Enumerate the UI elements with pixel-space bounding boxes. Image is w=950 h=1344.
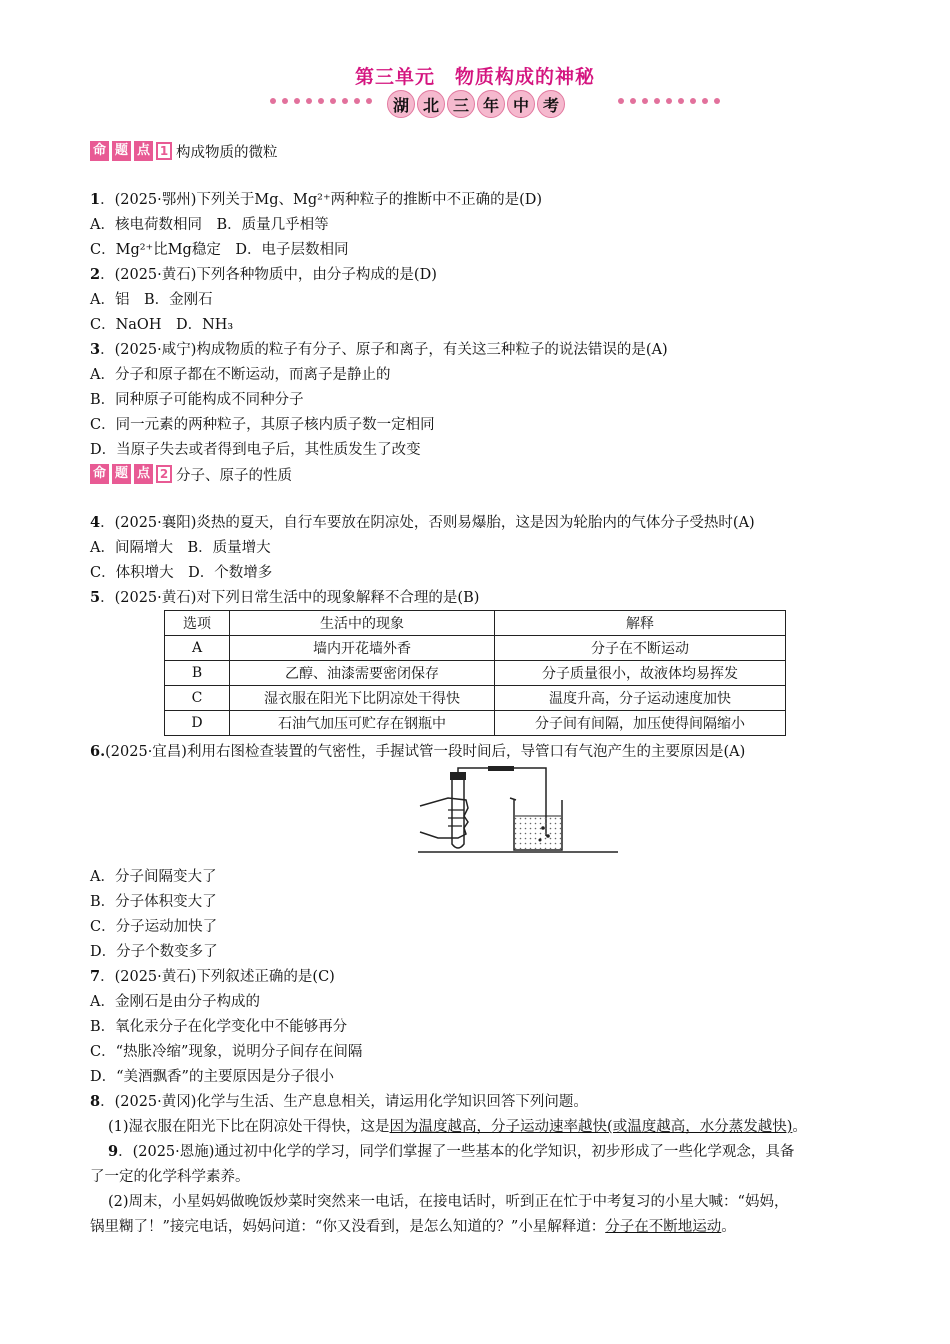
subtitle-char: 中 (507, 90, 535, 118)
q1-options-ab: A．核电荷数相同 B．质量几乎相等 (90, 217, 329, 233)
topic-title: 分子、原子的性质 (176, 467, 293, 484)
question-4: 4．(2025·襄阳)炎热的夏天，自行车要放在阴凉处，否则易爆胎，这是因为轮胎内的气体分子受热时(A) (90, 514, 755, 531)
subtitle-char: 湖 (387, 90, 415, 118)
q5-table (164, 610, 786, 736)
q7-option-a: A．金刚石是由分子构成的 (90, 994, 260, 1010)
q6-option-c: C．分子运动加快了 (90, 919, 218, 935)
question-5: 5．(2025·黄石)对下列日常生活中的现象解释不合理的是(B) (90, 589, 480, 606)
q7-option-d: D．“美酒飘香”的主要原因是分子很小 (90, 1069, 334, 1085)
q9-stem-cont: 了一定的化学科学素养。 (90, 1169, 250, 1185)
question-9: 9．(2025·恩施)通过初中化学的学习，同学们掌握了一些基本的化学知识，初步形成了一些化学观念，具备 (108, 1143, 795, 1160)
q3-option-d: D．当原子失去或者得到电子后，其性质发生了改变 (90, 442, 421, 458)
table-row: B 乙醇、油漆需要密闭保存 分子质量很小，故液体均易挥发 (165, 661, 786, 686)
q6-option-d: D．分子个数变多了 (90, 944, 218, 960)
question-2: 2．(2025·黄石)下列各种物质中，由分子构成的是(D) (90, 266, 437, 283)
q1-options-cd: C．Mg²⁺比Mg稳定 D．电子层数相同 (90, 242, 349, 258)
q3-option-c: C．同一元素的两种粒子，其原子核内质子数一定相同 (90, 417, 435, 433)
q4-options-ab: A．间隔增大 B．质量增大 (90, 540, 271, 556)
answer-underline: 分子在不断地运动 (605, 1219, 722, 1235)
subtitle-char: 年 (477, 90, 505, 118)
table-header-row: 选项 生活中的现象 解释 (165, 611, 786, 636)
table-row: A 墙内开花墙外香 分子在不断运动 (165, 636, 786, 661)
q8-sub-1: (1)湿衣服在阳光下比在阴凉处干得快，这是因为温度越高，分子运动速率越快(或温度越高，水分蒸发越快)。 (108, 1119, 807, 1135)
question-1: 1．(2025·鄂州)下列关于Mg、Mg²⁺两种粒子的推断中不正确的是(D) (90, 191, 543, 208)
q9-sub-2: (2)周末，小星妈妈做晚饭炒菜时突然来一电话，在接电话时，听到正在忙于中考复习的小星大喊：“妈妈， (108, 1194, 789, 1210)
question-8: 8．(2025·黄冈)化学与生活、生产息息相关，请运用化学知识回答下列问题。 (90, 1093, 588, 1110)
apparatus-figure (418, 766, 618, 860)
q2-options-ab: A．铝 B．金刚石 (90, 292, 213, 308)
q2-options-cd: C．NaOH D．NH₃ (90, 317, 234, 333)
table-row: D 石油气加压可贮存在钢瓶中 分子间有间隔，加压使得间隔缩小 (165, 711, 786, 736)
subtitle-banner (270, 90, 720, 116)
q7-option-b: B．氧化汞分子在化学变化中不能够再分 (90, 1019, 348, 1035)
answer-underline: 因为温度越高，分子运动速率越快(或温度越高，水分蒸发越快) (389, 1119, 793, 1135)
subtitle-char: 考 (537, 90, 565, 118)
subtitle-circles (387, 90, 565, 118)
q7-option-c: C．“热胀冷缩”现象，说明分子间存在间隔 (90, 1044, 363, 1060)
airtightness-apparatus-diagram (418, 766, 618, 856)
q3-option-b: B．同种原子可能构成不同种分子 (90, 392, 304, 408)
q4-options-cd: C．体积增大 D．个数增多 (90, 565, 273, 581)
subtitle-char: 北 (417, 90, 445, 118)
q9-sub-2-cont: 锅里糊了！”接完电话，妈妈问道：“你又没看到，是怎么知道的？”小星解释道：分子在不断地运动。 (90, 1219, 736, 1235)
question-3: 3．(2025·咸宁)构成物质的粒子有分子、原子和离子，有关这三种粒子的说法错误的是(A) (90, 341, 668, 358)
page-title: 第三单元 物质构成的神秘 (354, 66, 595, 88)
topic-tag-2: 命 题 点 2 分子、原子的性质 (90, 463, 292, 485)
decorative-dots-left (270, 98, 372, 106)
question-7: 7．(2025·黄石)下列叙述正确的是(C) (90, 968, 335, 985)
decorative-dots-right (618, 98, 720, 106)
question-6: 6.(2025·宜昌)利用右图检查装置的气密性，手握试管一段时间后，导管口有气泡产生的主要原因是(A) (90, 743, 746, 760)
q6-option-a: A．分子间隔变大了 (90, 869, 217, 885)
topic-tag-1: 命 题 点 1 构成物质的微粒 (90, 140, 278, 162)
q3-option-a: A．分子和原子都在不断运动，而离子是静止的 (90, 367, 391, 383)
subtitle-char: 三 (447, 90, 475, 118)
table-row: C 湿衣服在阳光下比阴凉处干得快 温度升高，分子运动速度加快 (165, 686, 786, 711)
q6-option-b: B．分子体积变大了 (90, 894, 217, 910)
topic-title: 构成物质的微粒 (176, 144, 278, 161)
